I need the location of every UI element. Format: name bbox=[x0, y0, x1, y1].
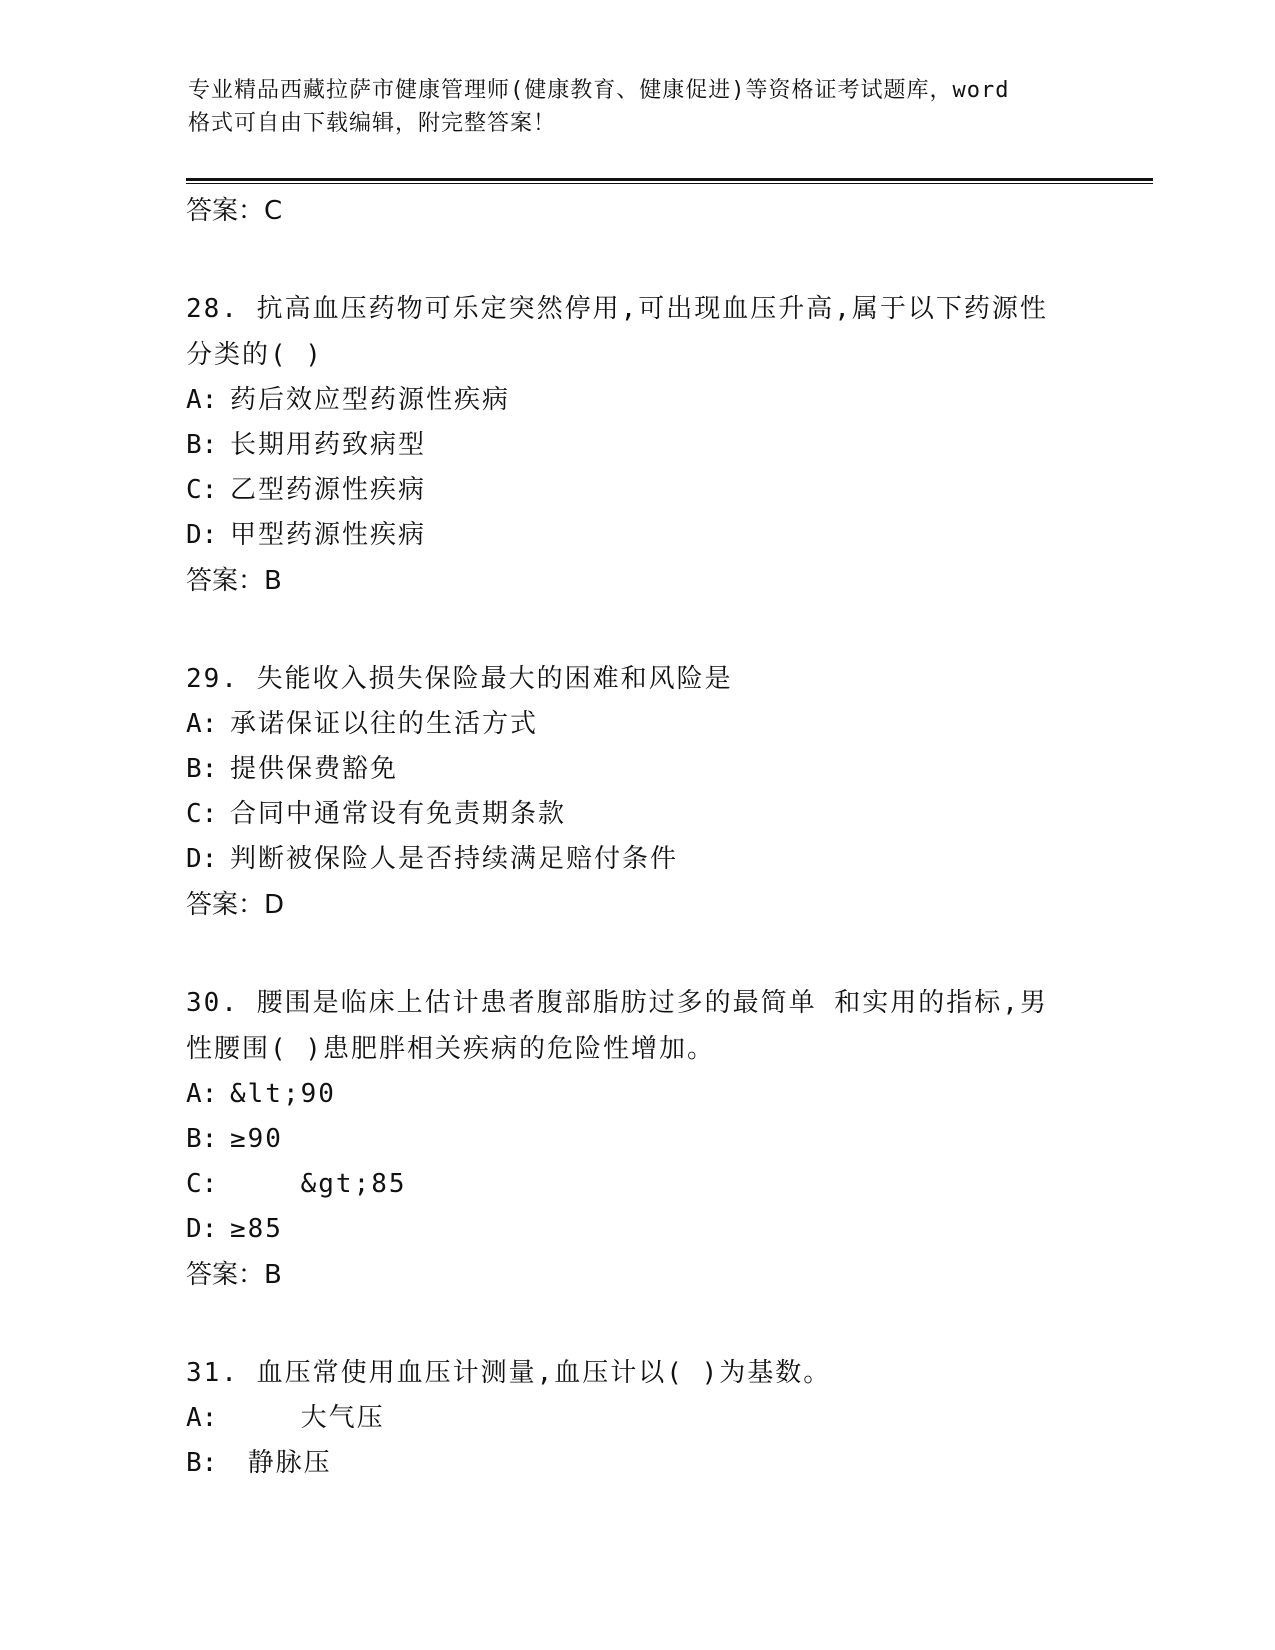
option-d bbox=[186, 513, 1086, 558]
question-text-line: 分类的( ) bbox=[186, 340, 323, 370]
option-text: ≥90 bbox=[230, 1124, 283, 1154]
header-divider-thick bbox=[186, 178, 1153, 181]
option-text: 甲型药源性疾病 bbox=[230, 520, 427, 550]
option-label: D: bbox=[186, 1214, 218, 1244]
option-text: 静脉压 bbox=[230, 1448, 332, 1478]
option-text: ≥85 bbox=[230, 1214, 283, 1244]
question-text-line: 31. 血压常使用血压计测量,血压计以( )为基数。 bbox=[186, 1358, 832, 1388]
question-29 bbox=[186, 656, 1086, 928]
option-label: B: bbox=[186, 1448, 218, 1478]
option-text: &gt;85 bbox=[230, 1169, 407, 1199]
option-text: 大气压 bbox=[230, 1403, 385, 1433]
question-30 bbox=[186, 980, 1086, 1298]
option-label: A: bbox=[186, 1079, 218, 1109]
option-label: C: bbox=[186, 799, 218, 829]
option-label: B: bbox=[186, 1124, 218, 1154]
header-line-1: 专业精品西藏拉萨市健康管理师(健康教育、健康促进)等资格证考试题库，word bbox=[188, 78, 1010, 103]
option-d bbox=[186, 1207, 1086, 1252]
question-28 bbox=[186, 286, 1086, 604]
option-text: 合同中通常设有免责期条款 bbox=[230, 799, 567, 829]
option-b bbox=[186, 1441, 1086, 1486]
question-text-line: 29. 失能收入损失保险最大的困难和风险是 bbox=[186, 664, 733, 694]
option-label: B: bbox=[186, 430, 218, 460]
document-header bbox=[188, 74, 1078, 140]
option-text: 判断被保险人是否持续满足赔付条件 bbox=[230, 844, 679, 874]
answer-label: 答案：B bbox=[186, 1260, 282, 1290]
option-label: C: bbox=[186, 475, 218, 505]
option-b bbox=[186, 1117, 1086, 1162]
option-text: 承诺保证以往的生活方式 bbox=[230, 709, 539, 739]
answer-label: 答案：C bbox=[186, 196, 283, 226]
option-text: 长期用药致病型 bbox=[230, 430, 427, 460]
option-text: 提供保费豁免 bbox=[230, 754, 399, 784]
option-a bbox=[186, 378, 1086, 423]
option-a bbox=[186, 1396, 1086, 1441]
option-label: A: bbox=[186, 1403, 218, 1433]
option-label: B: bbox=[186, 754, 218, 784]
option-label: A: bbox=[186, 385, 218, 415]
option-text: 药后效应型药源性疾病 bbox=[230, 385, 511, 415]
header-line-2: 格式可自由下载编辑，附完整答案！ bbox=[188, 111, 557, 136]
option-a bbox=[186, 702, 1086, 747]
question-text-line: 30. 腰围是临床上估计患者腹部脂肪过多的最简单 和实用的指标,男 bbox=[186, 988, 1048, 1018]
question-list bbox=[186, 188, 1086, 1486]
option-b bbox=[186, 423, 1086, 468]
option-b bbox=[186, 747, 1086, 792]
option-d bbox=[186, 837, 1086, 882]
option-label: C: bbox=[186, 1169, 218, 1199]
answer-label: 答案：D bbox=[186, 890, 285, 920]
answer-label: 答案：B bbox=[186, 566, 282, 596]
option-label: A: bbox=[186, 709, 218, 739]
option-label: D: bbox=[186, 520, 218, 550]
option-c bbox=[186, 468, 1086, 513]
question-text-line: 28. 抗高血压药物可乐定突然停用,可出现血压升高,属于以下药源性 bbox=[186, 294, 1048, 324]
option-text: 乙型药源性疾病 bbox=[230, 475, 427, 505]
option-text: &lt;90 bbox=[230, 1079, 336, 1109]
question-31 bbox=[186, 1350, 1086, 1486]
option-c bbox=[186, 792, 1086, 837]
header-divider-thin bbox=[186, 183, 1153, 184]
option-label: D: bbox=[186, 844, 218, 874]
option-c bbox=[186, 1162, 1086, 1207]
question-text-line: 性腰围( )患肥胖相关疾病的危险性增加。 bbox=[186, 1034, 715, 1064]
option-a bbox=[186, 1072, 1086, 1117]
